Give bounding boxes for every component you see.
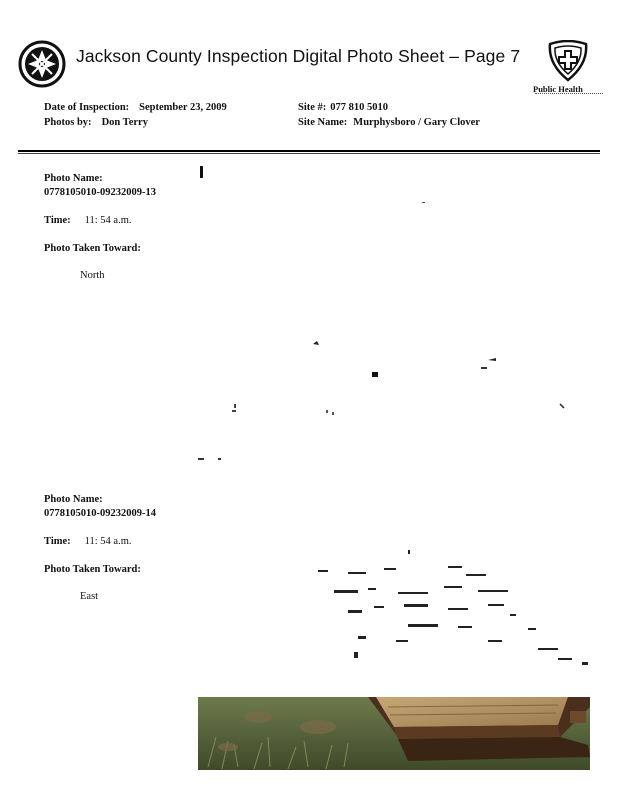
- page-title: Jackson County Inspection Digital Photo Sheet – Page 7: [76, 46, 521, 66]
- site-number-value: 077 810 5010: [330, 102, 389, 113]
- photo-time-row: [44, 214, 156, 228]
- photo-toward-value: East: [80, 591, 99, 602]
- header-divider-thin: [18, 153, 600, 154]
- public-health-logo-icon: [546, 40, 590, 82]
- site-name-value: Murphysboro / Gary Clover: [353, 117, 480, 128]
- date-value: September 23, 2009: [139, 102, 227, 113]
- photo-info-13: [44, 172, 156, 283]
- photo-name-value: 0778105010-09232009-14: [44, 508, 156, 519]
- date-row: [44, 100, 227, 115]
- header-divider: [18, 150, 600, 152]
- photo-info-14: [44, 493, 156, 604]
- photo-14-image-faded: [198, 540, 598, 675]
- photo-name-label: Photo Name:: [44, 494, 103, 505]
- photo-toward-label: Photo Taken Toward:: [44, 564, 141, 575]
- county-seal-icon: [18, 40, 66, 88]
- site-name-row: [298, 115, 480, 130]
- public-health-logo-text: Public Health: [533, 84, 583, 94]
- photo-time-label: Time:: [44, 215, 71, 226]
- photo-toward-value: North: [80, 270, 105, 281]
- photo-toward-label: Photo Taken Toward:: [44, 243, 141, 254]
- inspection-meta-left: [44, 100, 227, 130]
- photos-by-label: Photos by:: [44, 117, 92, 128]
- photo-name-label: Photo Name:: [44, 173, 103, 184]
- site-name-label: Site Name:: [298, 117, 348, 128]
- photo-13-image: [198, 162, 598, 462]
- photo-name-value: 0778105010-09232009-13: [44, 187, 156, 198]
- photo-time-row: [44, 535, 156, 549]
- photos-by-row: [44, 115, 227, 130]
- date-label: Date of Inspection:: [44, 102, 130, 113]
- site-number-label: Site #:: [298, 102, 327, 113]
- photo-time-label: Time:: [44, 536, 71, 547]
- photo-time-value: 11: 54 a.m.: [84, 536, 132, 547]
- photo-14-image: [198, 697, 590, 770]
- site-number-row: [298, 100, 480, 115]
- photo-time-value: 11: 54 a.m.: [84, 215, 132, 226]
- inspection-meta-right: [298, 100, 480, 130]
- photos-by-value: Don Terry: [101, 117, 148, 128]
- logo-tagline-line: [535, 93, 603, 96]
